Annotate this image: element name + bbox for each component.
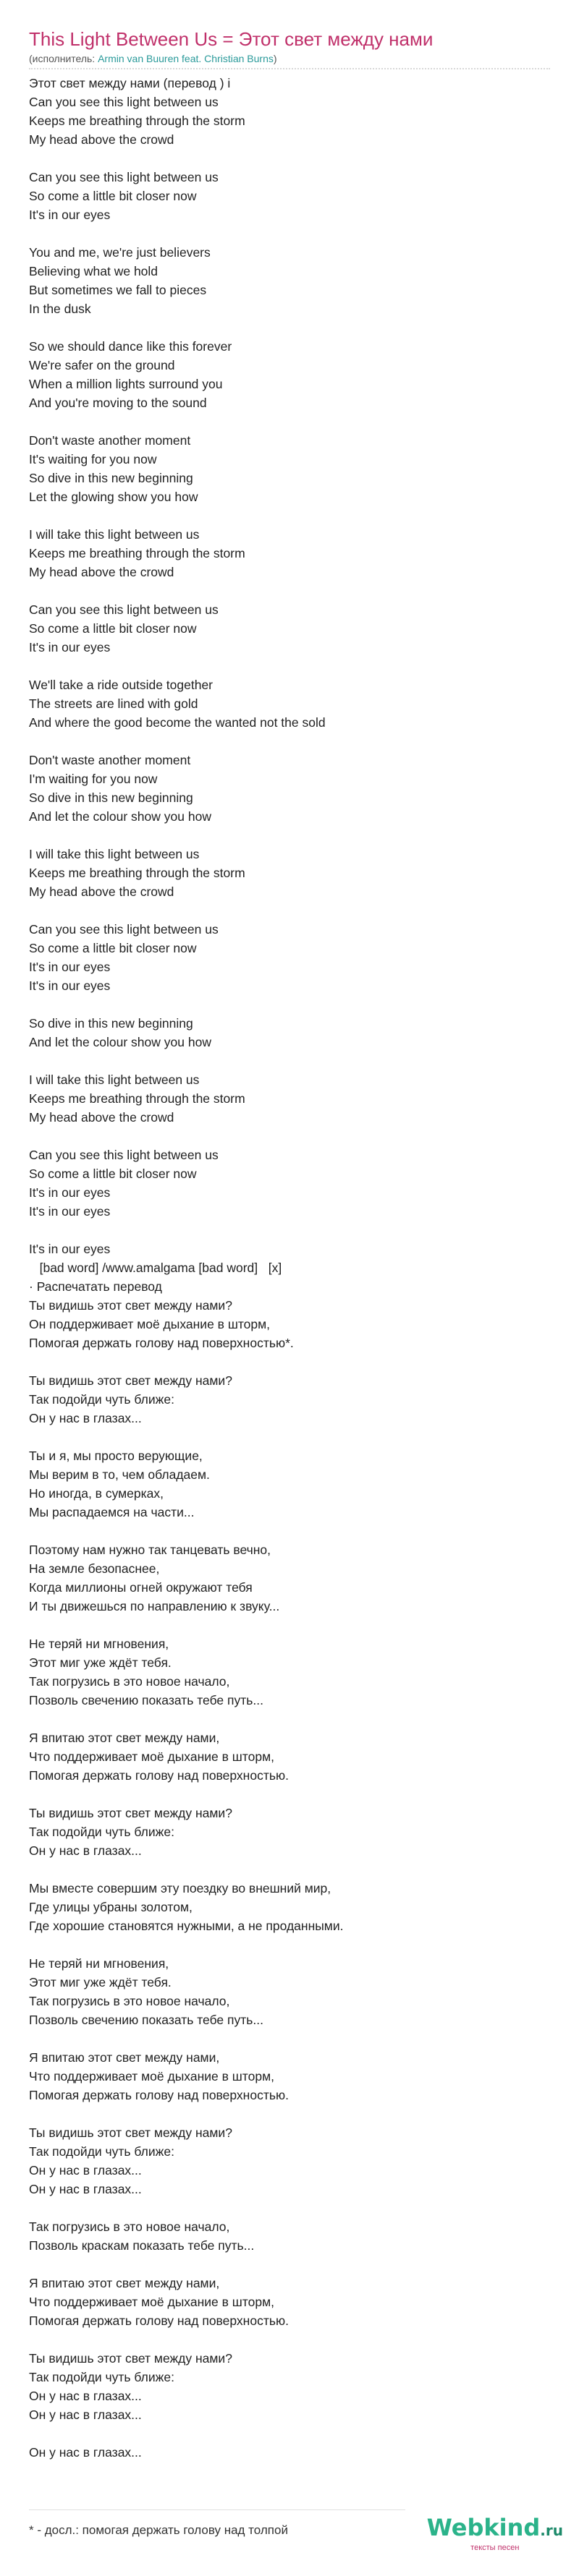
translation-line: Ты видишь этот свет между нами? — [29, 2125, 232, 2140]
translation-line: Что поддерживает моё дыхание в шторм, — [29, 2295, 274, 2309]
translation-line: Позволь свечению показать тебе путь... — [29, 1693, 263, 1707]
translation-line: Поэтому нам нужно так танцевать вечно, — [29, 1543, 271, 1557]
lyrics-original — [29, 74, 550, 1221]
translation-line: Когда миллионы огней окружают тебя — [29, 1580, 253, 1595]
lyric-stanza — [29, 845, 550, 901]
logo-brand: Webkind — [426, 2514, 541, 2541]
translation-line: Где хорошие становятся нужными, а не проданными. — [29, 1919, 344, 1933]
lyric-line: So come a little bit closer now — [29, 189, 197, 203]
lyric-line: So come a little bit closer now — [29, 941, 197, 955]
logo-tld: .ru — [540, 2522, 563, 2539]
lyric-line: So dive in this new beginning — [29, 1016, 193, 1031]
translation-line: Так подойди чуть ближе: — [29, 1392, 174, 1407]
translation-line: Так подойди чуть ближе: — [29, 1825, 174, 1839]
lyric-line: Keeps me breathing through the storm — [29, 546, 245, 560]
lyric-line: And let the colour show you how — [29, 1035, 211, 1049]
closing-line: It's in our eyes — [29, 1242, 111, 1256]
translation-line: Он у нас в глазах... — [29, 1411, 142, 1425]
translation-line: Ты и я, мы просто верующие, — [29, 1449, 203, 1463]
lyric-line: It's in our eyes — [29, 978, 111, 993]
lyric-line: It's waiting for you now — [29, 452, 157, 466]
translation-stanza — [29, 2048, 550, 2104]
translation-line: Этот миг уже ждёт тебя. — [29, 1975, 172, 1989]
lyric-line: But sometimes we fall to pieces — [29, 283, 207, 297]
translation-stanza — [29, 2274, 550, 2330]
close-x-button[interactable]: [x] — [268, 1261, 282, 1275]
translation-line: Мы распадаемся на части... — [29, 1505, 195, 1519]
lyric-line: Keeps me breathing through the storm — [29, 866, 245, 880]
translation-line: Мы вместе совершим эту поездку во внешний мир, — [29, 1881, 331, 1895]
lyric-line: I will take this light between us — [29, 527, 200, 542]
site-logo[interactable] — [427, 2515, 563, 2553]
translation-line: И ты движешься по направлению к звуку... — [29, 1599, 280, 1613]
lyric-line: I will take this light between us — [29, 1072, 200, 1087]
translation-line: Не теряй ни мгновения, — [29, 1637, 169, 1651]
amalgama-link[interactable]: /www.amalgama — [98, 1261, 199, 1275]
translation-stanza — [29, 2349, 550, 2424]
lyric-line: Don't waste another moment — [29, 753, 191, 767]
translation-line: Он поддерживает моё дыхание в шторм, — [29, 1317, 271, 1331]
lyric-stanza — [29, 337, 550, 412]
translation-line: Так погрузись в это новое начало, — [29, 1994, 230, 2008]
translation-stanza — [29, 1634, 550, 1710]
lyric-line: My head above the crowd — [29, 132, 174, 147]
translation-line: Ты видишь этот свет между нами? — [29, 1806, 232, 1820]
lyric-line: Keeps me breathing through the storm — [29, 114, 245, 128]
translation-line: Этот миг уже ждёт тебя. — [29, 1655, 172, 1670]
translation-line: Помогая держать голову над поверхностью. — [29, 1768, 289, 1783]
footnote: * - досл.: помогая держать голову над толпой — [29, 2523, 288, 2537]
page-title: This Light Between Us = Этот свет между нами — [29, 28, 434, 50]
lyric-line: My head above the crowd — [29, 1110, 174, 1125]
performer-line — [29, 52, 550, 69]
lyric-line: Can you see this light between us — [29, 1148, 219, 1162]
translation-line: Помогая держать голову над поверхностью*. — [29, 1336, 294, 1350]
lyric-line: It's in our eyes — [29, 208, 111, 222]
lyric-stanza — [29, 1014, 550, 1052]
lyric-line: It's in our eyes — [29, 960, 111, 974]
lyric-line: The streets are lined with gold — [29, 696, 198, 711]
translation-line: Где улицы убраны золотом, — [29, 1900, 193, 1914]
lyric-stanza — [29, 1070, 550, 1127]
lyric-stanza — [29, 751, 550, 826]
translation-line: Помогая держать голову над поверхностью. — [29, 2088, 289, 2102]
translation-line: Он у нас в глазах... — [29, 2163, 142, 2178]
lyric-stanza — [29, 74, 550, 149]
translation-line: Что поддерживает моё дыхание в шторм, — [29, 1749, 274, 1764]
lyric-stanza — [29, 168, 550, 224]
logo-wordmark — [427, 2515, 563, 2543]
translation-line: Ты видишь этот свет между нами? — [29, 1298, 232, 1313]
lyric-line: My head above the crowd — [29, 884, 174, 899]
translation-line: Он у нас в глазах... — [29, 2407, 142, 2422]
lyric-line: You and me, we're just believers — [29, 245, 211, 260]
lyric-line: Believing what we hold — [29, 264, 159, 278]
lyric-stanza — [29, 431, 550, 506]
lyric-line: And where the good become the wanted not the sold — [29, 715, 326, 730]
translation-stanza — [29, 1879, 550, 1935]
lyric-line: And let the colour show you how — [29, 809, 211, 824]
performer-link[interactable]: Armin van Buuren feat. Christian Burns — [98, 53, 274, 64]
lyric-line: My head above the crowd — [29, 565, 174, 579]
lyric-line: When a million lights surround you — [29, 377, 223, 391]
translation-line: Позволь краскам показать тебе путь... — [29, 2238, 255, 2253]
translation-line: Мы верим в то, чем обладаем. — [29, 1467, 210, 1482]
translation-line: Позволь свечению показать тебе путь... — [29, 2013, 263, 2027]
bad-word-label: [bad word] — [39, 1261, 99, 1275]
lyric-line: I'm waiting for you now — [29, 772, 158, 786]
lyric-stanza — [29, 675, 550, 732]
translation-line: Так погрузись в это новое начало, — [29, 2219, 230, 2234]
translation-line: Он у нас в глазах... — [29, 2445, 142, 2460]
lyric-line: Can you see this light between us — [29, 922, 219, 937]
translation-line: Но иногда, в сумерках, — [29, 1486, 164, 1501]
translation-line: Не теряй ни мгновения, — [29, 1956, 169, 1971]
lyric-line: So dive in this new beginning — [29, 790, 193, 805]
lyric-line: We'll take a ride outside together — [29, 678, 213, 692]
bad-word-label: [bad word] — [198, 1261, 258, 1275]
lyric-line: So dive in this new beginning — [29, 471, 193, 485]
translation-line: Так подойди чуть ближе: — [29, 2144, 174, 2159]
lyric-line: Don't waste another moment — [29, 433, 191, 448]
lyric-line: Can you see this light between us — [29, 95, 219, 109]
translation-line: Он у нас в глазах... — [29, 2389, 142, 2403]
translation-line: Я впитаю этот свет между нами, — [29, 1731, 220, 1745]
lyric-line: So come a little bit closer now — [29, 621, 197, 636]
translation-line: Ты видишь этот свет между нами? — [29, 1373, 232, 1388]
translation-line: Ты видишь этот свет между нами? — [29, 2351, 232, 2366]
lyric-line: Let the glowing show you how — [29, 490, 198, 504]
lyric-line: We're safer on the ground — [29, 358, 175, 372]
translation-line: Я впитаю этот свет между нами, — [29, 2050, 220, 2065]
lyric-line: Can you see this light between us — [29, 602, 219, 617]
translation-stanza — [29, 1804, 550, 1860]
lyric-line: I will take this light between us — [29, 847, 200, 861]
translation-line: Так погрузись в это новое начало, — [29, 1674, 230, 1689]
lyric-line: It's in our eyes — [29, 640, 111, 654]
translation-line: Помогая держать голову над поверхностью. — [29, 2313, 289, 2328]
lyric-stanza — [29, 920, 550, 995]
performer-suffix: ) — [273, 53, 277, 64]
translation-stanza — [29, 2443, 550, 2462]
logo-tagline: тексты песен — [470, 2543, 520, 2552]
lyric-stanza — [29, 243, 550, 318]
translation-line: Я впитаю этот свет между нами, — [29, 2276, 220, 2290]
translation-stanza — [29, 1540, 550, 1616]
translation-stanza — [29, 1954, 550, 2029]
lyric-line: And you're moving to the sound — [29, 396, 207, 410]
lyric-line: Этот свет между нами (перевод ) i — [29, 76, 231, 90]
translation-stanza — [29, 2123, 550, 2198]
lyric-line: In the dusk — [29, 302, 91, 316]
lyric-stanza — [29, 600, 550, 657]
lyric-stanza — [29, 525, 550, 581]
lyric-line: It's in our eyes — [29, 1204, 111, 1219]
translation-stanza — [29, 1371, 550, 1428]
print-translation-link[interactable]: · Распечатать перевод — [29, 1279, 162, 1294]
lyric-line: So we should dance like this forever — [29, 339, 232, 354]
lyric-stanza — [29, 1146, 550, 1221]
lyric-line: So come a little bit closer now — [29, 1167, 197, 1181]
lyrics-translation — [29, 1296, 550, 2462]
translation-line: Он у нас в глазах... — [29, 1843, 142, 1858]
translation-stanza — [29, 1296, 550, 1352]
footnote-divider — [29, 2509, 405, 2510]
translation-line: Он у нас в глазах... — [29, 2182, 142, 2196]
lyric-line: Can you see this light between us — [29, 170, 219, 184]
translation-stanza — [29, 2217, 550, 2255]
translation-line: Что поддерживает моё дыхание в шторм, — [29, 2069, 274, 2084]
translation-stanza — [29, 1446, 550, 1522]
translation-stanza — [29, 1728, 550, 1785]
lyric-line: Keeps me breathing through the storm — [29, 1091, 245, 1106]
ad-controls — [29, 1258, 550, 1277]
translation-line: Так подойди чуть ближе: — [29, 2370, 174, 2384]
performer-prefix: (исполнитель: — [29, 53, 98, 64]
lyric-line: It's in our eyes — [29, 1185, 111, 1200]
translation-line: На земле безопаснее, — [29, 1561, 160, 1576]
